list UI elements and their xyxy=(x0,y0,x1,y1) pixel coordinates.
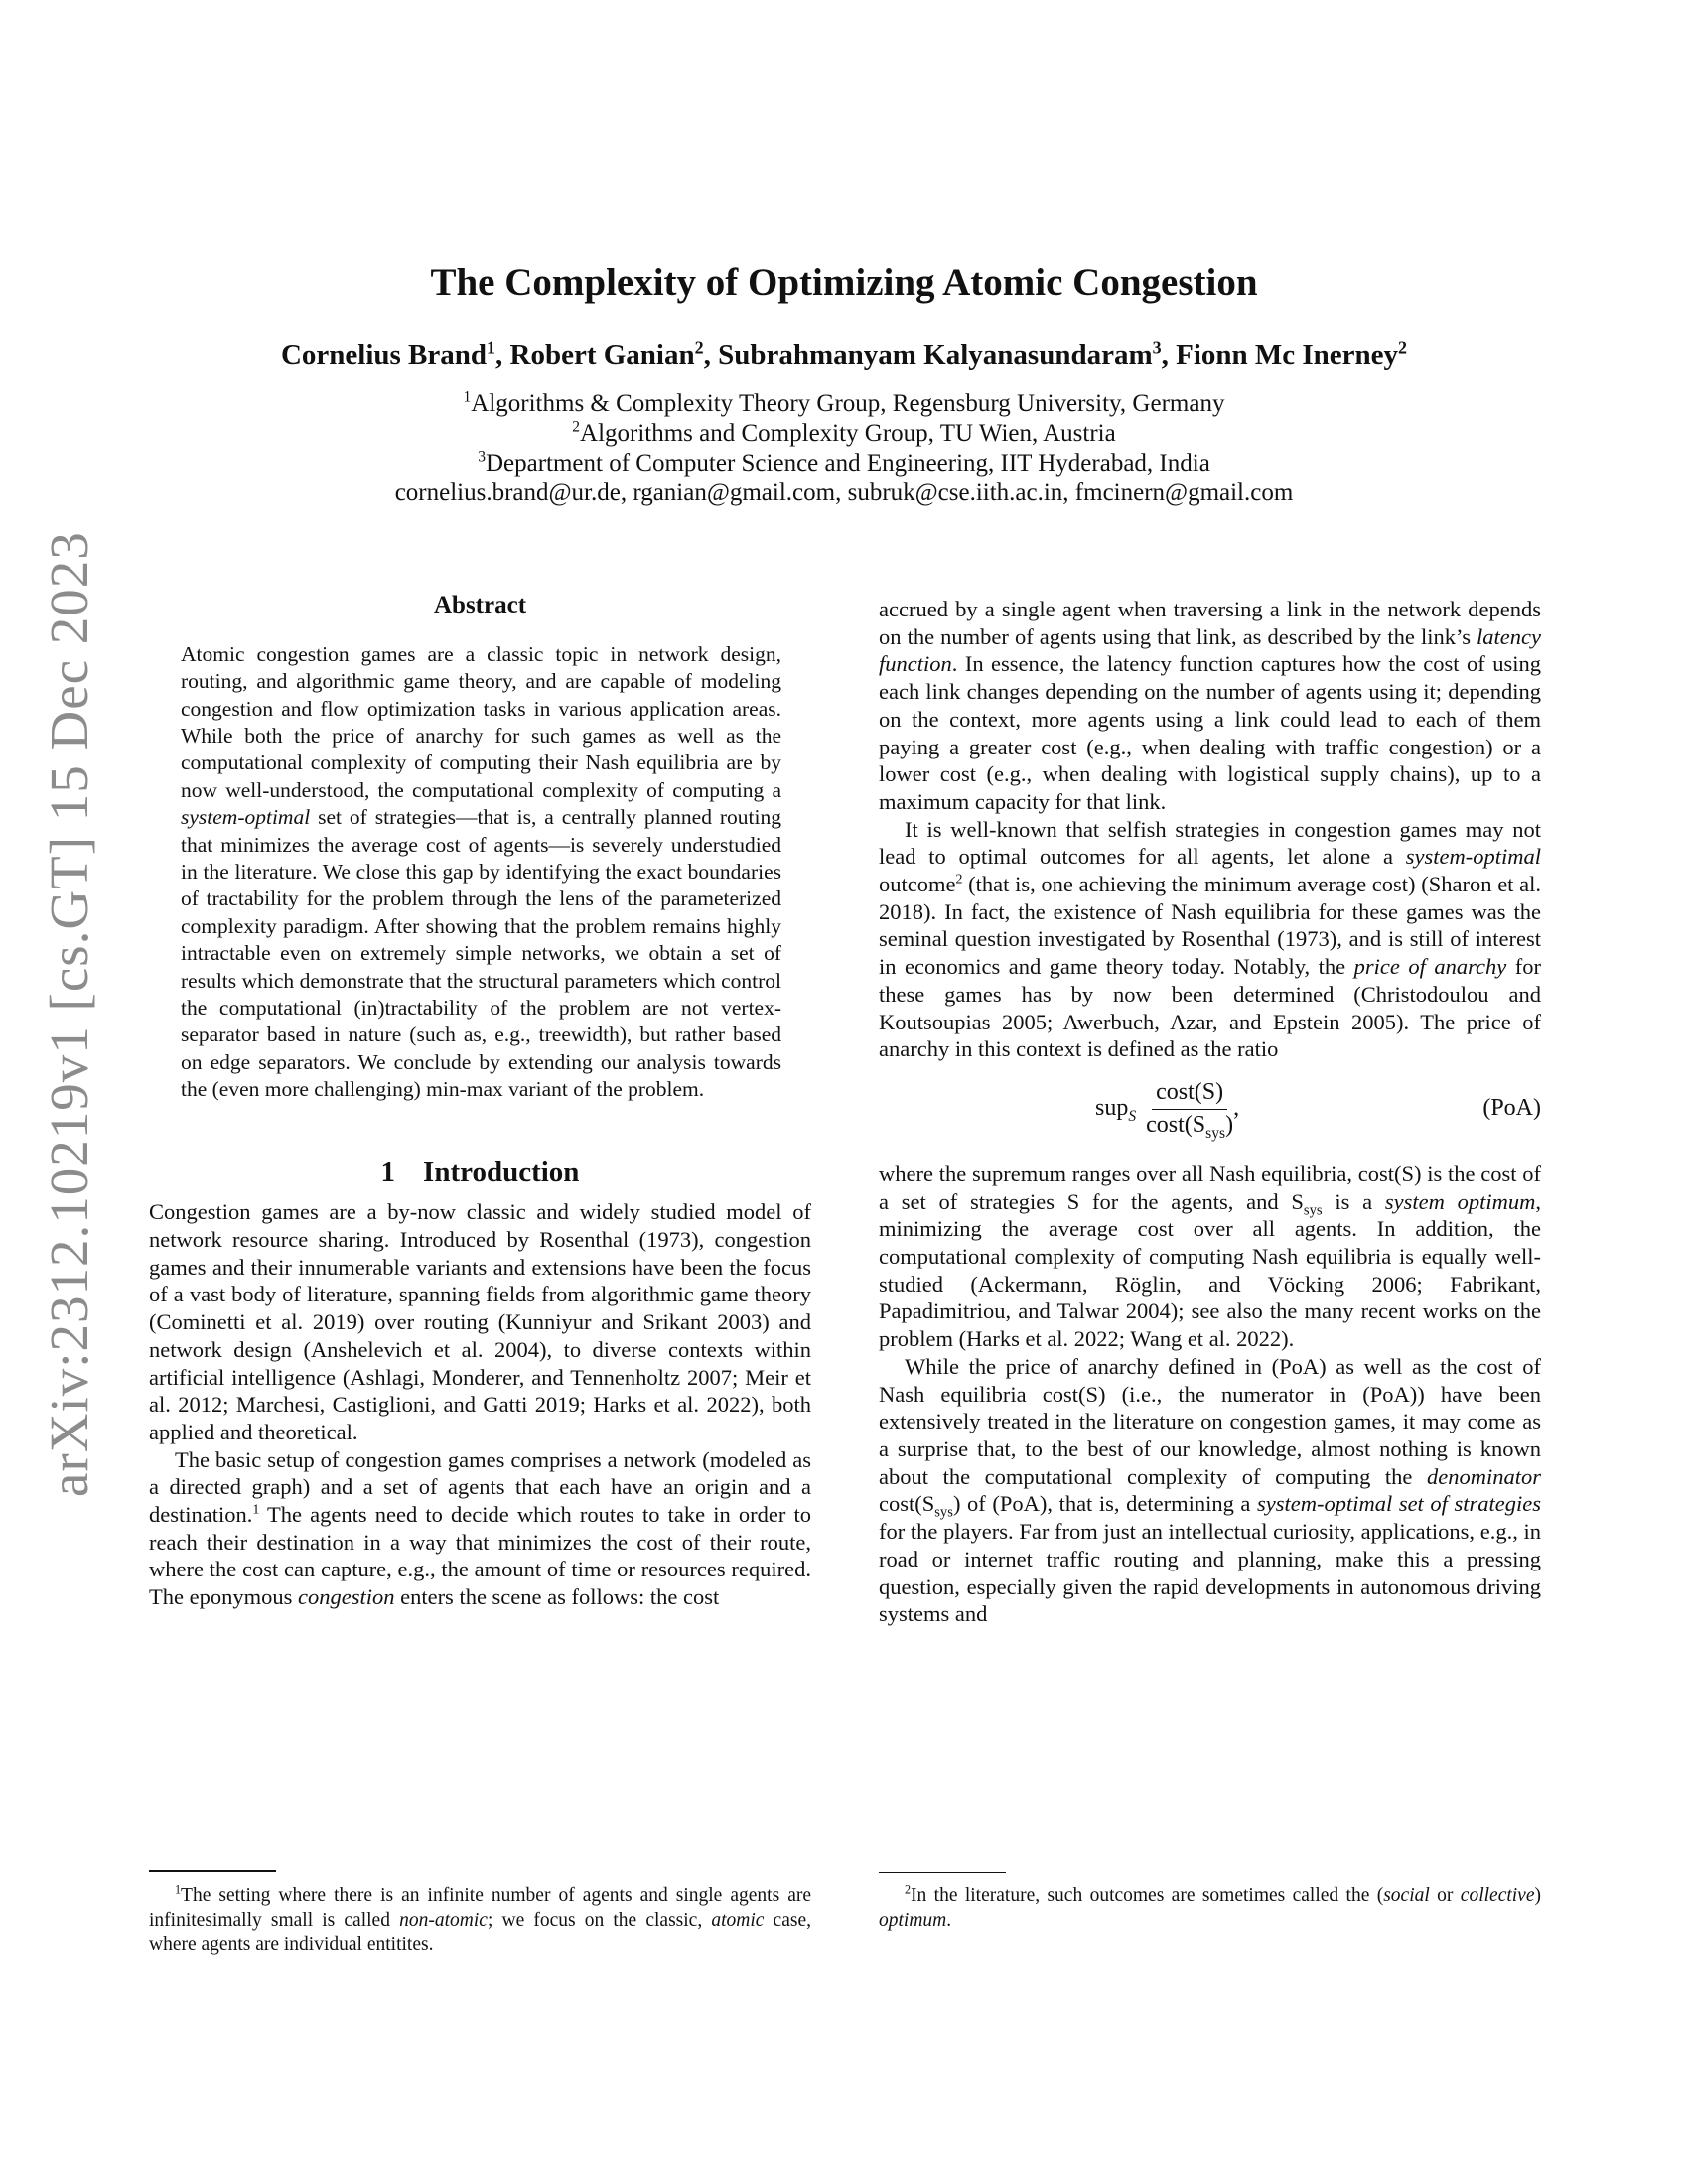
paragraph xyxy=(879,1160,1541,1353)
emphasis: latency function xyxy=(879,623,1541,677)
emphasis: price of anarchy xyxy=(1353,954,1507,980)
denominator xyxy=(1146,1110,1233,1140)
abstract-heading: Abstract xyxy=(433,592,527,618)
text-run: The basic setup of congestion games comprises a network (modeled as a directed graph) and a set of agents that each have an origin and a destination. xyxy=(149,1446,811,1528)
emphasis: optimum xyxy=(879,1909,947,1931)
text-run: is a xyxy=(1322,1188,1385,1214)
footnote-marker[interactable]: 1 xyxy=(252,1502,260,1518)
author-name: Cornelius Brand xyxy=(280,340,488,371)
affiliation xyxy=(0,419,1688,449)
text-run: In the literature, such outcomes are sometimes called the ( xyxy=(911,1885,1384,1906)
emphasis: atomic xyxy=(711,1909,765,1931)
footnote-number: 1 xyxy=(175,1882,182,1897)
author-name: Subrahmanyam Kalyanasundaram xyxy=(718,340,1153,371)
author-list: Cornelius Brand$^1$, Robert Ganian$^2$, Subrahmanyam Kalyanasundaram$^3$, Fionn Mc Inerney$^2$ xyxy=(280,338,1408,371)
footnote-1 xyxy=(149,1884,811,1958)
text-run: for the players. Far from just an intellectual curiosity, applications, e.g., in road or internet traffic routing and planning, make this a pressing question, especially given the rapid developments in autonomous driving systems and xyxy=(879,1519,1541,1627)
paragraph xyxy=(879,1353,1541,1628)
subscript: sys xyxy=(1303,1202,1323,1219)
text-run: While the price of anarchy defined in (PoA) as well as the cost of Nash equilibria cost(S) (i.e., the numerator in (PoA)) have been extensively treated in the literature on congestion games, it may come as a surprise that, to the best of our knowledge, almost nothing is known about the computational complexity of computing the xyxy=(879,1353,1541,1489)
text-run: enters the scene as follows: the cost xyxy=(394,1584,720,1610)
emphasis: system-optimal xyxy=(181,805,311,830)
sup-subscript: S xyxy=(1128,1108,1137,1126)
fraction xyxy=(1146,1078,1234,1142)
den-text: cost(S xyxy=(1146,1111,1206,1138)
abstract-text xyxy=(149,641,811,1104)
emphasis: congestion xyxy=(297,1584,395,1610)
affiliation-marker: 1 xyxy=(487,338,496,358)
text-run: The agents need to decide which routes to take in order to reach their destination in a way that minimizes the cost of their route, where the cost can capture, e.g., the amount of time or resources required. The eponymous xyxy=(149,1502,811,1610)
affiliation-marker: 2 xyxy=(694,338,704,358)
text-run: It is well-known that selfish strategies in congestion games may not lead to optimal outcomes for all agents, let alone a xyxy=(879,816,1541,870)
text-run: or xyxy=(1429,1885,1461,1906)
paragraph xyxy=(149,1446,811,1611)
text-run: (that is, one achieving the minimum average cost) (Sharon et al. 2018). In fact, the existence of Nash equilibria for these games was the seminal question investigated by Rosenthal (1973), and is still of interest in economics and game theory today. Notably, the xyxy=(879,872,1541,980)
author-name: Fionn Mc Inerney xyxy=(1176,340,1399,371)
affiliation-text: Algorithms and Complexity Group, TU Wien, Austria xyxy=(580,420,1116,447)
section-title: Introduction xyxy=(423,1156,580,1188)
text-run: outcome xyxy=(879,872,956,897)
footnote-separator xyxy=(149,1870,276,1872)
emphasis: non-atomic xyxy=(399,1909,488,1931)
paper-title: The Complexity of Optimizing Atomic Congestion xyxy=(430,261,1258,304)
text-run: Atomic congestion games are a classic topic in network design, routing, and algorithmic game theory, and are capable of modeling congestion and flow optimization tasks in various application areas. While both the price of anarchy for such games as well as the computational complexity of computing their Nash equilibria are by now well-understood, the computational complexity of computing a xyxy=(181,641,781,802)
affiliation-number: 1 xyxy=(463,388,472,406)
arxiv-identifier-stamp: arXiv:2312.10219v1 [cs.GT] 15 Dec 2023 xyxy=(39,531,99,1497)
paragraph xyxy=(879,596,1541,816)
footnote-2 xyxy=(879,1884,1541,1933)
emphasis: system-optimal set of strategies xyxy=(1257,1491,1541,1517)
author-name: Robert Ganian xyxy=(509,340,695,371)
left-column xyxy=(149,592,811,1611)
paragraph: Congestion games are a by-now classic and widely studied model of network resource sharing. Introduced by Rosenthal (1973), congestion games and their innumerable variants and extensions have been the focus of a vast body of literature, spanning fields from algorithmic game theory (Cominetti et al. 2019) over routing (Kunniyur and Srikant 2003) and network design (Anshelevich et al. 2004), to diverse contexts within artificial intelligence (Ashlagi, Monderer, and Tennenholtz 2007; Meir et al. 2012; Marchesi, Castiglioni, and Gatti 2019; Harks et al. 2022), both applied and theoretical. xyxy=(149,1199,811,1444)
text-run: where the supremum ranges over all Nash equilibria, cost(S) is the cost of a set of strategies S for the agents, and S xyxy=(879,1160,1541,1214)
section-heading-introduction xyxy=(149,1156,811,1188)
affiliation-text: Department of Computer Science and Engineering, IIT Hyderabad, India xyxy=(485,450,1210,477)
emphasis: system optimum xyxy=(1384,1188,1536,1214)
den-close: ) xyxy=(1225,1111,1234,1138)
equation-comma: , xyxy=(1233,1095,1240,1122)
text-run: ; we focus on the classic, xyxy=(487,1909,712,1931)
equation-tag: (PoA) xyxy=(1482,1094,1541,1121)
subscript: sys xyxy=(934,1504,953,1521)
emphasis: social xyxy=(1383,1885,1430,1906)
emphasis: system-optimal xyxy=(1405,844,1541,870)
footnote-number: 2 xyxy=(905,1882,912,1897)
text-run: cost(S xyxy=(879,1491,935,1517)
paragraph xyxy=(879,816,1541,1063)
affiliations xyxy=(0,389,1688,508)
text-run: The setting where there is an infinite number of agents and single agents are infinitesimally small is called xyxy=(149,1885,811,1931)
text-run: case, where agents are individual entitites. xyxy=(149,1909,811,1955)
footnote-separator xyxy=(879,1872,1006,1873)
text-run: , minimizing the average cost over all agents. In addition, the computational complexity of computing Nash equilibria is equally well-studied (Ackermann, Röglin, and Vöcking 2006; Fabrikant, Papadimitriou, and Talwar 2004); see also the many recent works on the problem (Harks et al. 2022; Wang et al. 2022). xyxy=(879,1188,1541,1352)
right-column xyxy=(879,596,1541,1628)
section-number: 1 xyxy=(380,1156,396,1188)
footnote-marker[interactable]: 2 xyxy=(955,872,963,887)
text-run: ) xyxy=(1534,1885,1541,1906)
text-run: accrued by a single agent when traversing a link in the network depends on the number of agents using that link, as described by the link’s xyxy=(879,597,1541,649)
text-run: . In essence, the latency function captures how the cost of using each link changes depending on the number of agents using it; depending on the context, more agents using a link could lead to each of them paying a greater cost (e.g., when dealing with traffic congestion) or a lower cost (e.g., when dealing with logistical supply chains), up to a maximum capacity for that link. xyxy=(879,651,1541,814)
supremum-operator xyxy=(1095,1095,1137,1126)
text-run: set of strategies—that is, a centrally planned routing that minimizes the average cost of agents—is severely understudied in the literature. We close this gap by identifying the exact boundaries of tractability for the problem through the lens of the parameterized complexity paradigm. After showing that the problem remains highly intractable even on extremely simple networks, we obtain a set of results which demonstrate that the structural parameters which control the computational (in)tractability of the problem are not vertex-separator based in nature (such as, e.g., treewidth), but rather based on edge separators. We conclude by extending our analysis towards the (even more challenging) min-max variant of the problem. xyxy=(181,805,781,1102)
affiliation-number: 2 xyxy=(572,418,581,436)
affiliation-marker: 3 xyxy=(1152,338,1162,358)
equation-expression xyxy=(1095,1078,1240,1142)
emphasis: denominator xyxy=(1427,1463,1541,1489)
den-subscript: sys xyxy=(1205,1124,1226,1142)
affiliation-text: Algorithms & Complexity Theory Group, Regensburg University, Germany xyxy=(471,390,1225,417)
text-run: ) of (PoA), that is, determining a xyxy=(952,1491,1257,1517)
affiliation-number: 3 xyxy=(478,448,486,466)
affiliation-marker: 2 xyxy=(1398,338,1408,358)
text-run: . xyxy=(946,1909,952,1931)
author-emails: cornelius.brand@ur.de, rganian@gmail.com, subruk@cse.iith.ac.in, fmcinern@gmail.com xyxy=(394,479,1294,506)
emphasis: collective xyxy=(1460,1885,1535,1906)
affiliation xyxy=(0,449,1688,478)
numerator: cost(S) xyxy=(1152,1079,1227,1110)
sup-label: sup xyxy=(1095,1095,1129,1122)
affiliation xyxy=(0,389,1688,419)
text-run: for these games has by now been determined (Christodoulou and Koutsoupias 2005; Awerbuch, Azar, and Epstein 2005). The price of anarchy in this context is defined as the ratio xyxy=(879,954,1541,1062)
equation-poa xyxy=(879,1067,1541,1159)
